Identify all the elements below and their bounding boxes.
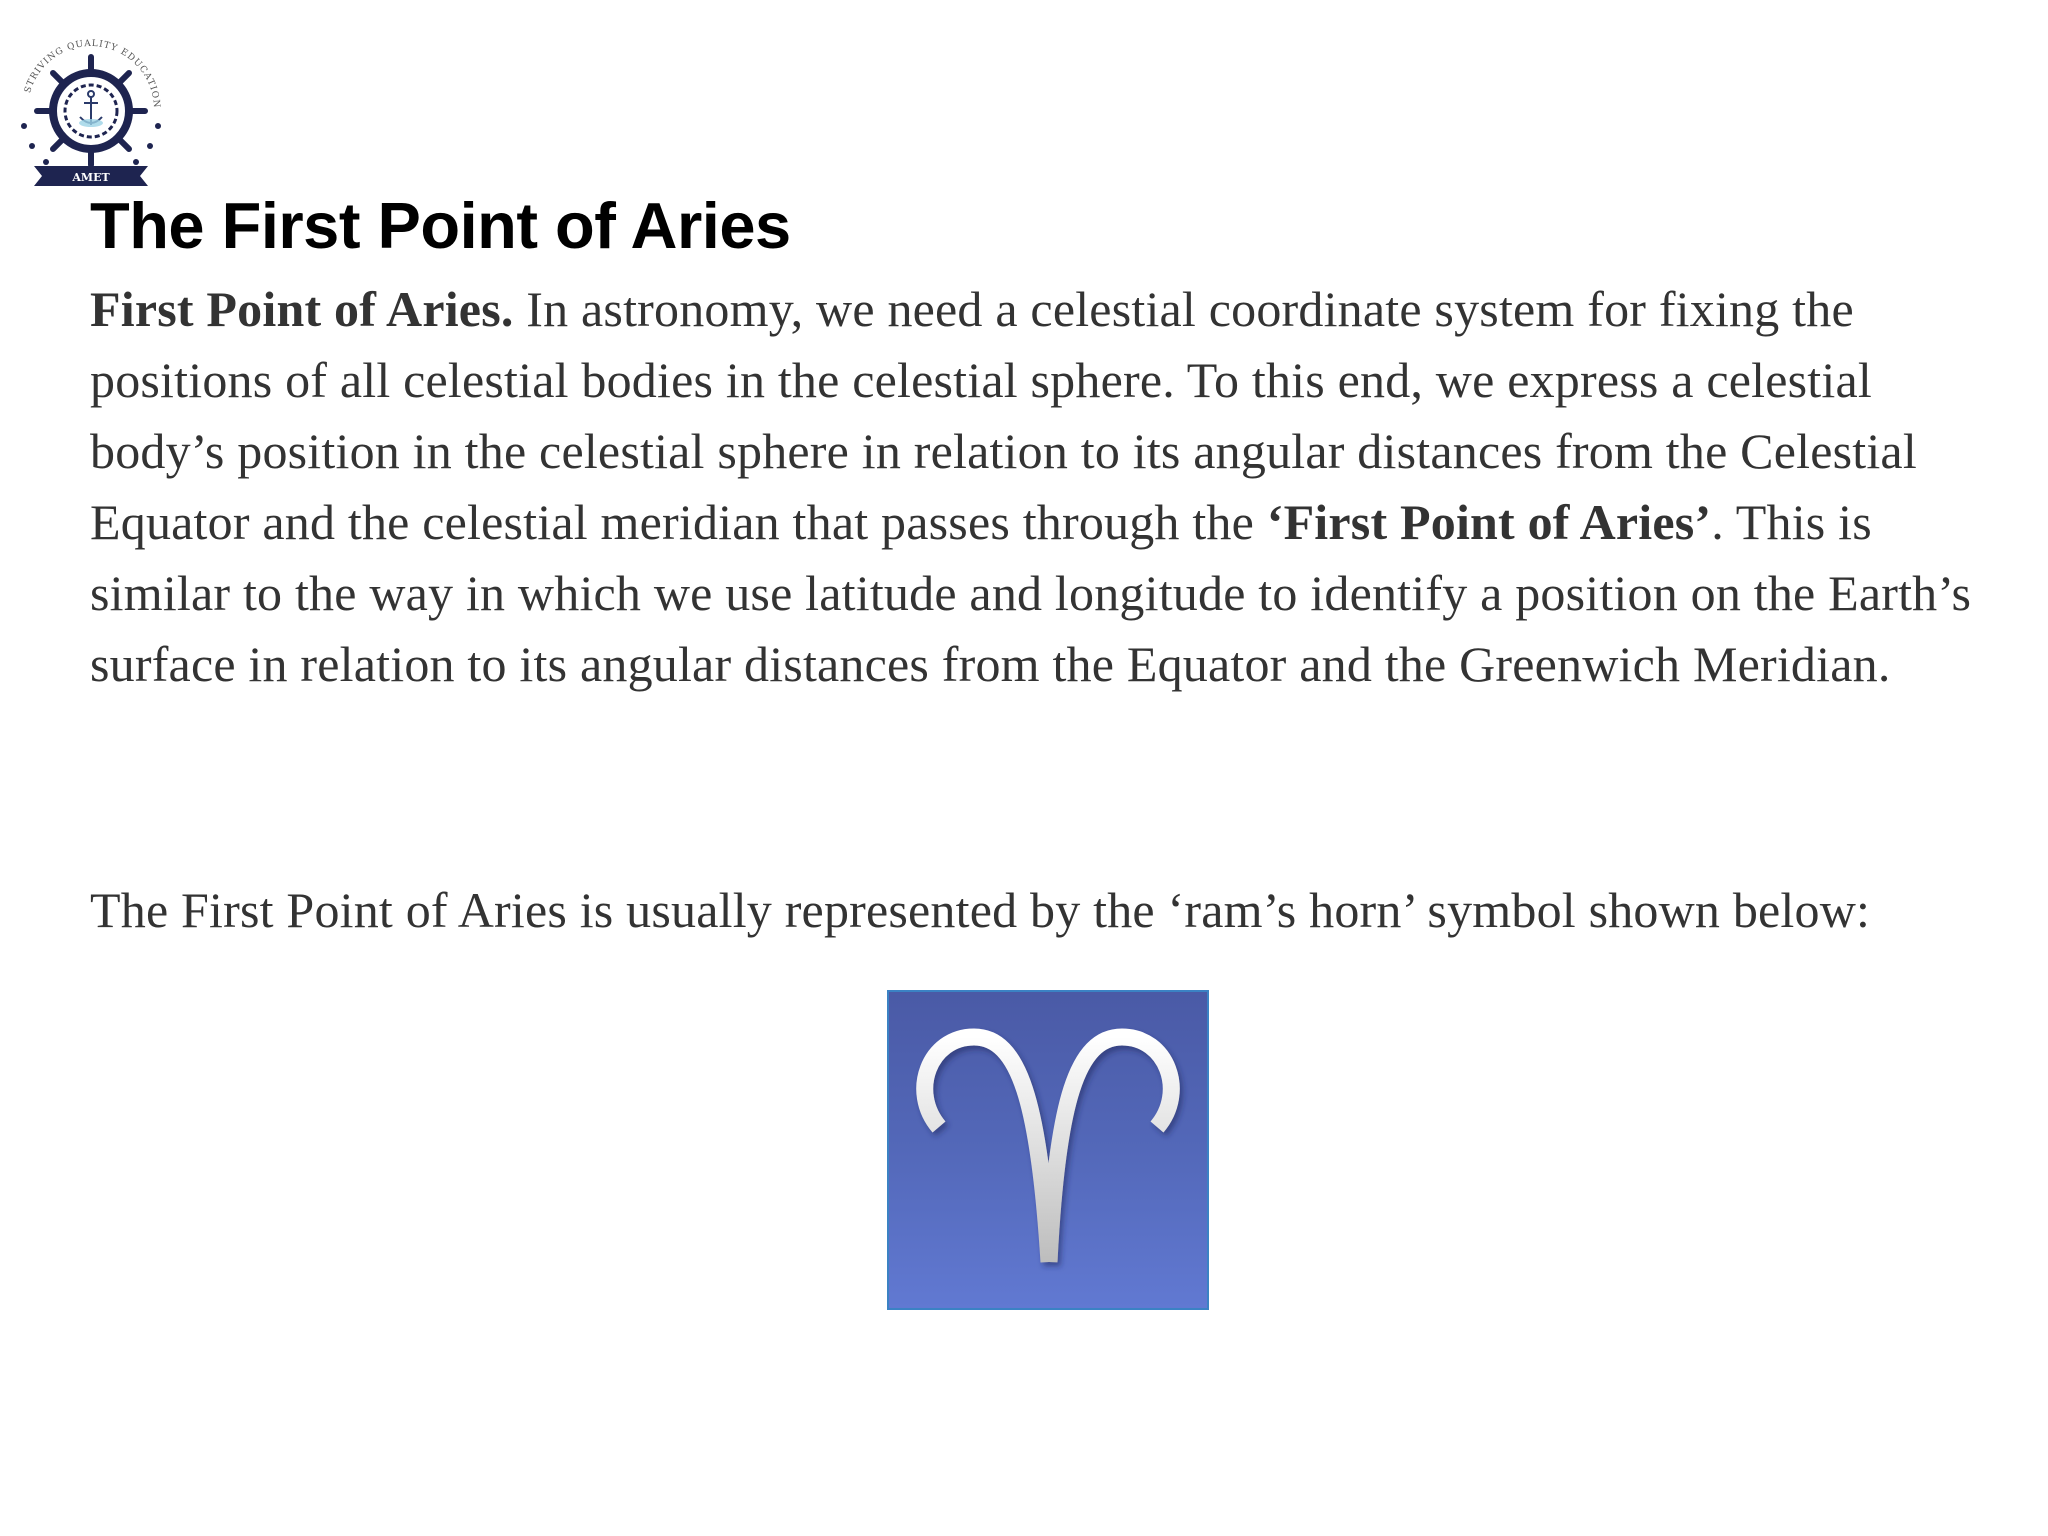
svg-text:STRIVING QUALITY EDUCATION: STRIVING QUALITY EDUCATION	[23, 38, 162, 109]
aries-symbol-image	[887, 990, 1209, 1310]
amet-logo	[6, 14, 176, 189]
intro-paragraph	[90, 274, 1990, 700]
paragraph-text: In astronomy, we need a celestial coordinate system for fixing the positions of all celestial bodies in the celestial sphere. To this end, we express a celestial body’s position in the celestial sphere in relation to its angular distances from the Celestial Equator and the celestial meridian that passes through the	[90, 281, 1917, 550]
aries-symbol-icon	[889, 992, 1207, 1308]
svg-text:AMET: AMET	[72, 171, 110, 184]
page-title: The First Point of Aries	[90, 189, 791, 262]
lead-term: First Point of Aries.	[90, 281, 514, 337]
paragraph-text: . This is similar to the way in which we use latitude and longitude to identify a position on the Earth’s surface in relation to its angular distances from the Equator and the Greenwich Meridian.	[90, 494, 1972, 692]
inline-term: ‘First Point of Aries’	[1266, 494, 1712, 550]
symbol-caption: The First Point of Aries is usually represented by the ‘ram’s horn’ symbol shown below:	[90, 882, 1871, 938]
ship-wheel-anchor-icon	[6, 14, 176, 189]
